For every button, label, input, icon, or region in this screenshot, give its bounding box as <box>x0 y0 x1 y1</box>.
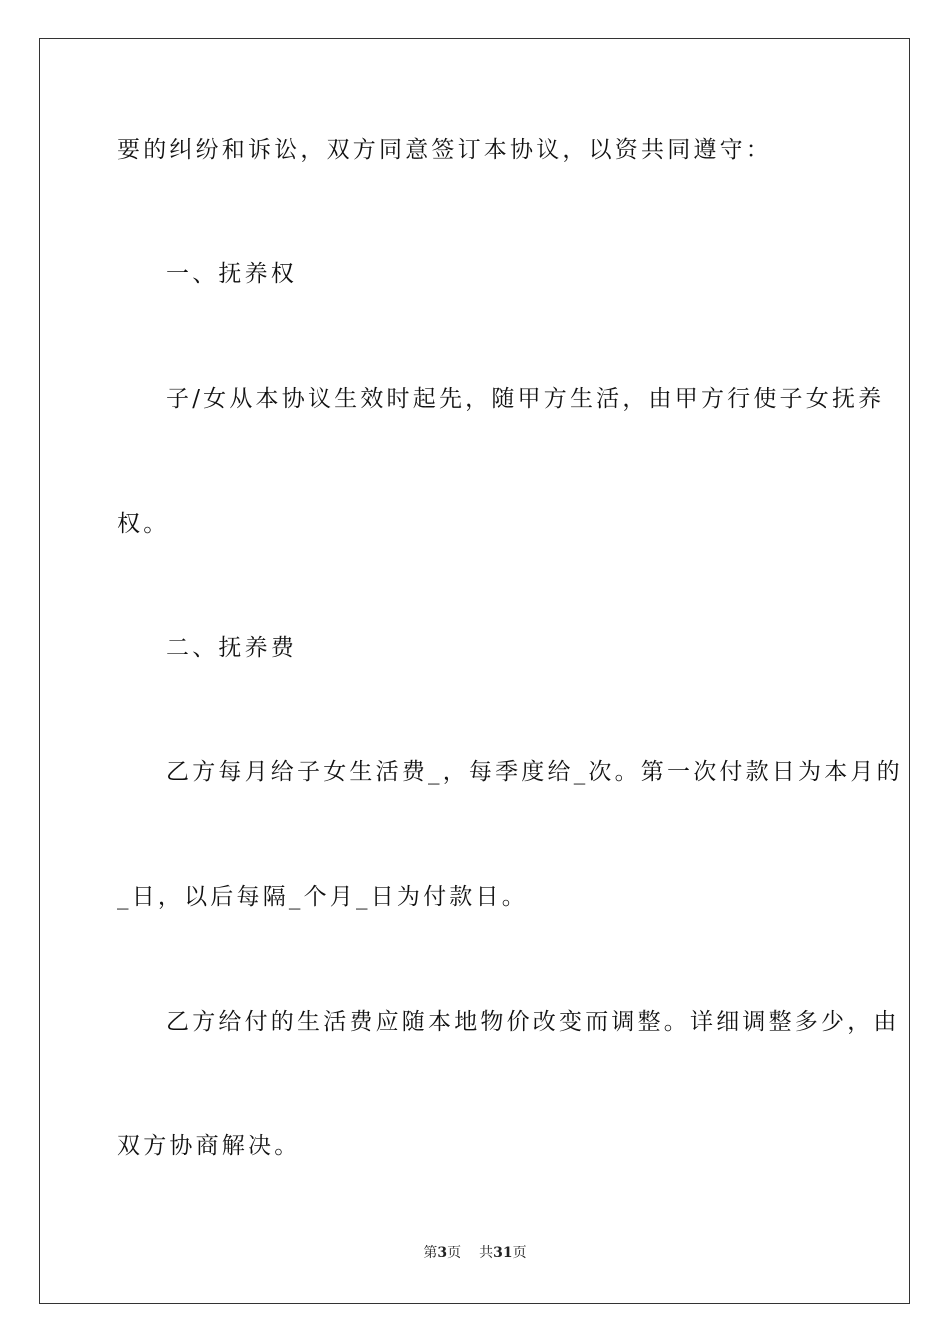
paragraph-line: 要的纠纷和诉讼，双方同意签订本协议，以资共同遵守： <box>117 137 772 163</box>
total-prefix: 共 <box>479 1245 494 1261</box>
paragraph-line: 双方协商解决。 <box>117 1133 301 1159</box>
paragraph-line: 乙方给付的生活费应随本地物价改变而调整。详细调整多少，由 <box>166 1009 900 1035</box>
page-prefix: 第 <box>423 1245 438 1261</box>
section-heading-custody: 一、抚养权 <box>166 261 297 287</box>
page-number: 3 <box>437 1245 448 1261</box>
paragraph-line: _日，以后每隔_个月_日为付款日。 <box>117 884 528 910</box>
page-frame <box>39 38 910 1304</box>
paragraph-line: 乙方每月给子女生活费_，每季度给_次。第一次付款日为本月的 <box>166 759 903 785</box>
page-footer <box>0 1243 950 1263</box>
total-pages: 31 <box>493 1245 513 1261</box>
section-heading-support-fee: 二、抚养费 <box>166 635 297 661</box>
paragraph-line: 子/女从本协议生效时起先，随甲方生活，由甲方行使子女抚养 <box>166 386 885 412</box>
paragraph-line: 权。 <box>117 511 170 537</box>
page-suffix: 页 <box>447 1245 462 1261</box>
total-suffix: 页 <box>512 1245 527 1261</box>
